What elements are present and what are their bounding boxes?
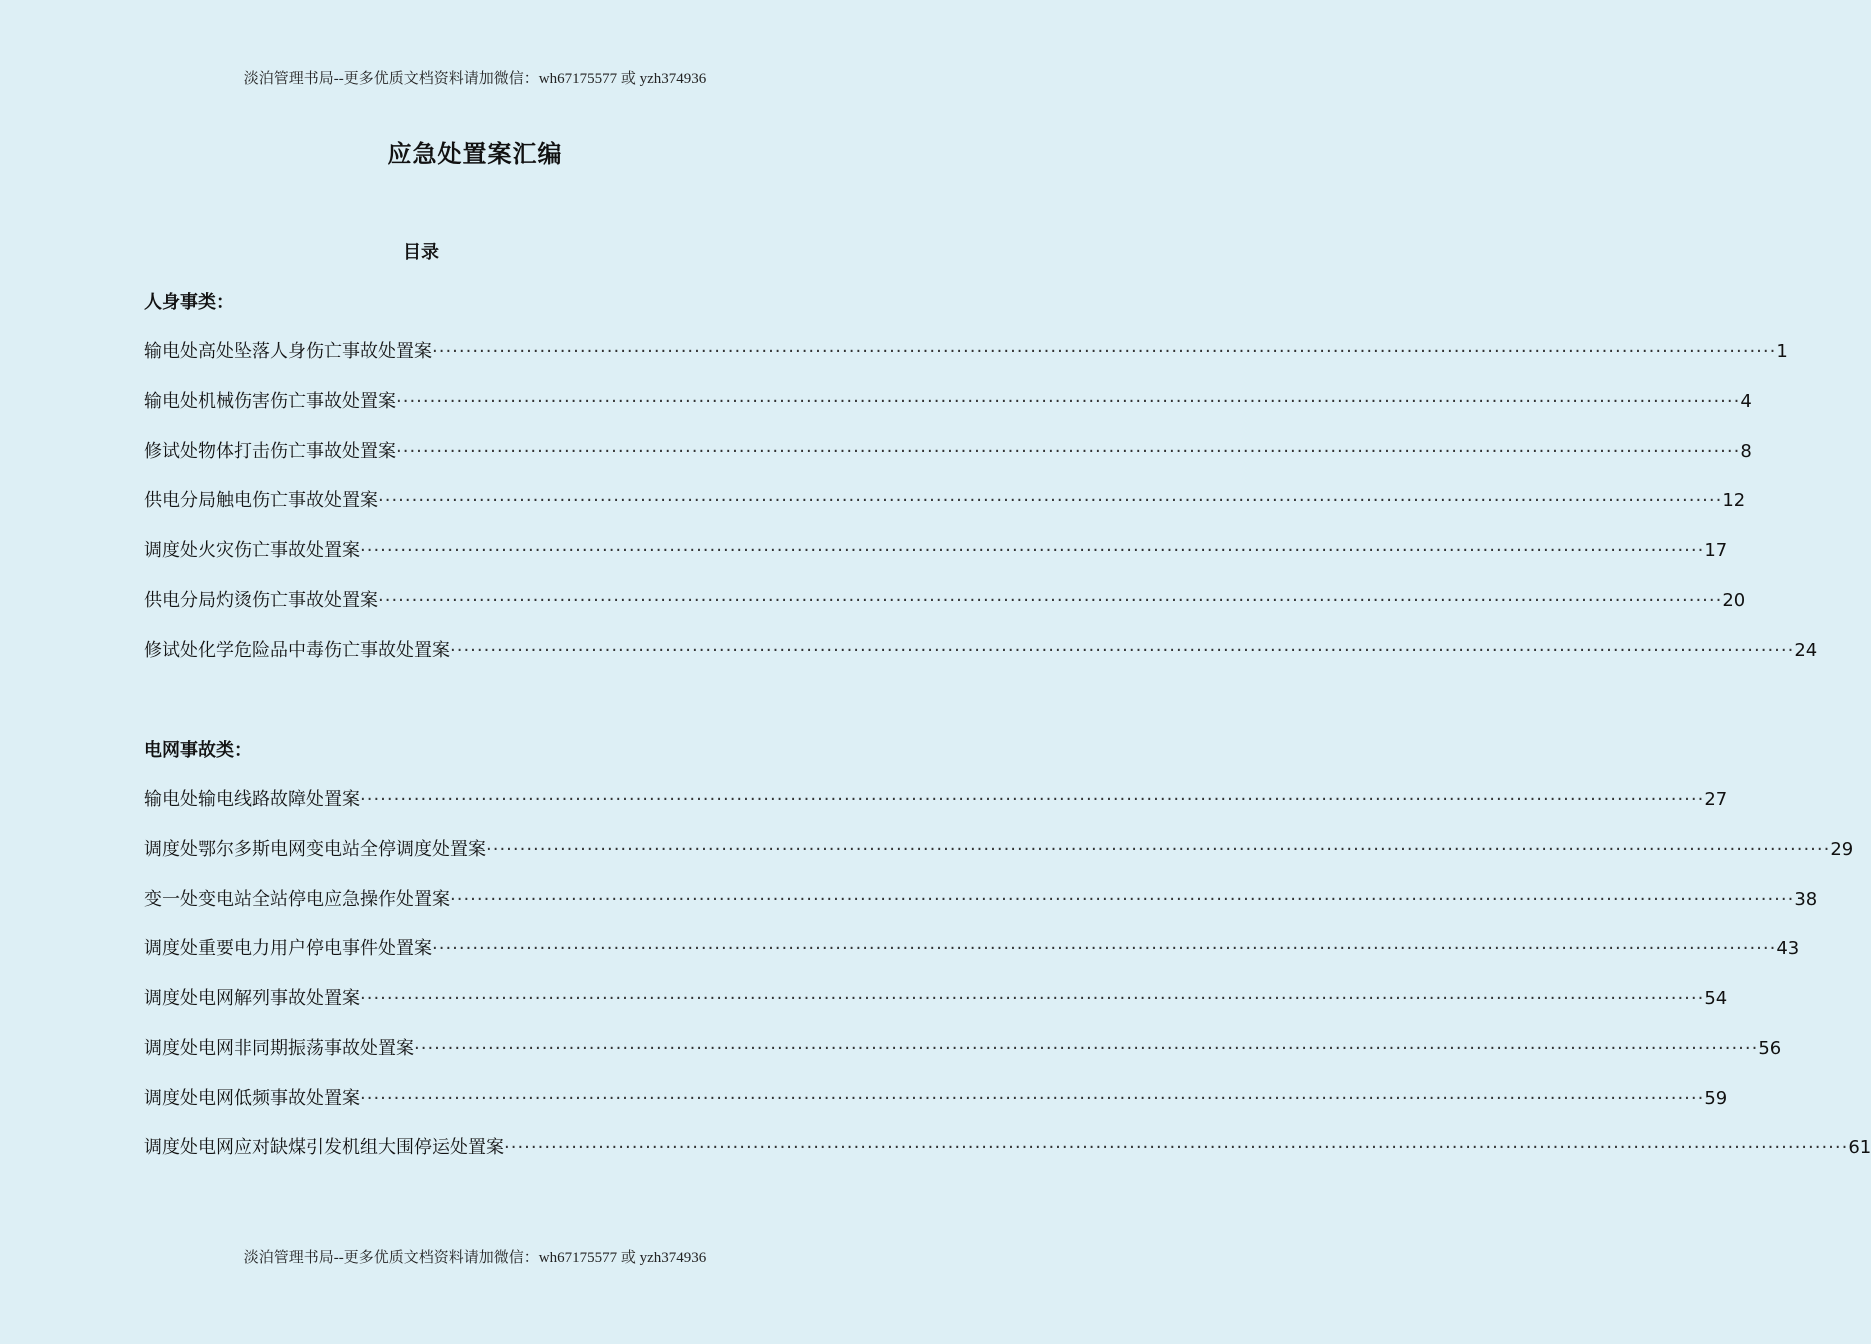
toc-entry[interactable] bbox=[144, 1084, 1728, 1109]
toc-entry-title: 调度处鄂尔多斯电网变电站全停调度处置案 bbox=[144, 839, 486, 860]
toc-entry-page: 59 bbox=[1704, 1088, 1728, 1109]
dot-leader: ········································································································································································································ bbox=[396, 441, 1741, 462]
dot-leader: ········································································································································································································ bbox=[360, 540, 1705, 561]
toc-entry-page: 56 bbox=[1758, 1038, 1782, 1059]
toc-entry[interactable] bbox=[144, 586, 1746, 611]
toc-entry-title: 调度处电网非同期振荡事故处置案 bbox=[144, 1038, 414, 1059]
toc-entry[interactable] bbox=[144, 486, 1746, 511]
category-heading-grid: 电网事故类： bbox=[144, 740, 252, 761]
toc-entry-page: 29 bbox=[1830, 839, 1854, 860]
toc-entry-title: 调度处火灾伤亡事故处置案 bbox=[144, 540, 360, 561]
toc-entry-page: 1 bbox=[1776, 341, 1788, 362]
toc-entry-title: 修试处物体打击伤亡事故处置案 bbox=[144, 441, 396, 462]
toc-entry-page: 38 bbox=[1794, 889, 1818, 910]
dot-leader: ········································································································································································································ bbox=[450, 640, 1795, 661]
toc-entry-title: 调度处电网应对缺煤引发机组大围停运处置案 bbox=[144, 1137, 504, 1158]
toc-entry-page: 17 bbox=[1704, 540, 1728, 561]
toc-entry[interactable] bbox=[144, 636, 1818, 661]
dot-leader: ········································································································································································································ bbox=[414, 1038, 1759, 1059]
toc-entry-title: 调度处重要电力用户停电事件处置案 bbox=[144, 938, 432, 959]
toc-entry-page: 4 bbox=[1740, 391, 1752, 412]
toc-entry-page: 24 bbox=[1794, 640, 1818, 661]
toc-entry-title: 变一处变电站全站停电应急操作处置案 bbox=[144, 889, 450, 910]
dot-leader: ········································································································································································································ bbox=[360, 988, 1705, 1009]
toc-entry-page: 61 bbox=[1848, 1137, 1871, 1158]
page-header: 淡泊管理书局--更多优质文档资料请加微信：wh67175577 或 yzh374936 bbox=[243, 71, 707, 87]
dot-leader: ········································································································································································································ bbox=[360, 789, 1705, 810]
dot-leader: ········································································································································································································ bbox=[450, 889, 1795, 910]
toc-entry-page: 43 bbox=[1776, 938, 1800, 959]
dot-leader: ········································································································································································································ bbox=[432, 341, 1777, 362]
toc-entry-title: 输电处高处坠落人身伤亡事故处置案 bbox=[144, 341, 432, 362]
toc-entry[interactable] bbox=[144, 1034, 1782, 1059]
toc-entry-title: 调度处电网解列事故处置案 bbox=[144, 988, 360, 1009]
toc-entry-page: 8 bbox=[1740, 441, 1752, 462]
toc-entry[interactable] bbox=[144, 984, 1728, 1009]
toc-entry[interactable] bbox=[144, 536, 1728, 561]
toc-entry-title: 调度处电网低频事故处置案 bbox=[144, 1088, 360, 1109]
toc-entry[interactable] bbox=[144, 437, 1752, 462]
dot-leader: ········································································································································································································ bbox=[396, 391, 1741, 412]
toc-entry-title: 修试处化学危险品中毒伤亡事故处置案 bbox=[144, 640, 450, 661]
dot-leader: ········································································································································································································ bbox=[378, 590, 1723, 611]
toc-entry[interactable] bbox=[144, 885, 1818, 910]
toc-entry[interactable] bbox=[144, 934, 1800, 959]
toc-entry[interactable] bbox=[144, 1133, 1871, 1158]
dot-leader: ········································································································································································································ bbox=[486, 839, 1831, 860]
dot-leader: ········································································································································································································ bbox=[504, 1137, 1849, 1158]
page-footer: 淡泊管理书局--更多优质文档资料请加微信：wh67175577 或 yzh374936 bbox=[243, 1250, 707, 1266]
category-heading-personal: 人身事类： bbox=[144, 292, 234, 313]
toc-entry-title: 输电处机械伤害伤亡事故处置案 bbox=[144, 391, 396, 412]
dot-leader: ········································································································································································································ bbox=[360, 1088, 1705, 1109]
toc-heading: 目录 bbox=[403, 242, 439, 263]
toc-entry[interactable] bbox=[144, 835, 1854, 860]
dot-leader: ········································································································································································································ bbox=[432, 938, 1777, 959]
dot-leader: ········································································································································································································ bbox=[378, 490, 1723, 511]
toc-entry[interactable] bbox=[144, 387, 1752, 412]
toc-entry-page: 20 bbox=[1722, 590, 1746, 611]
toc-entry-title: 供电分局触电伤亡事故处置案 bbox=[144, 490, 378, 511]
toc-entry[interactable] bbox=[144, 785, 1728, 810]
toc-entry-title: 输电处输电线路故障处置案 bbox=[144, 789, 360, 810]
toc-entry-page: 12 bbox=[1722, 490, 1746, 511]
toc-entry-title: 供电分局灼烫伤亡事故处置案 bbox=[144, 590, 378, 611]
toc-entry-page: 54 bbox=[1704, 988, 1728, 1009]
toc-entry[interactable] bbox=[144, 337, 1788, 362]
document-title: 应急处置案汇编 bbox=[387, 140, 563, 168]
toc-entry-page: 27 bbox=[1704, 789, 1728, 810]
